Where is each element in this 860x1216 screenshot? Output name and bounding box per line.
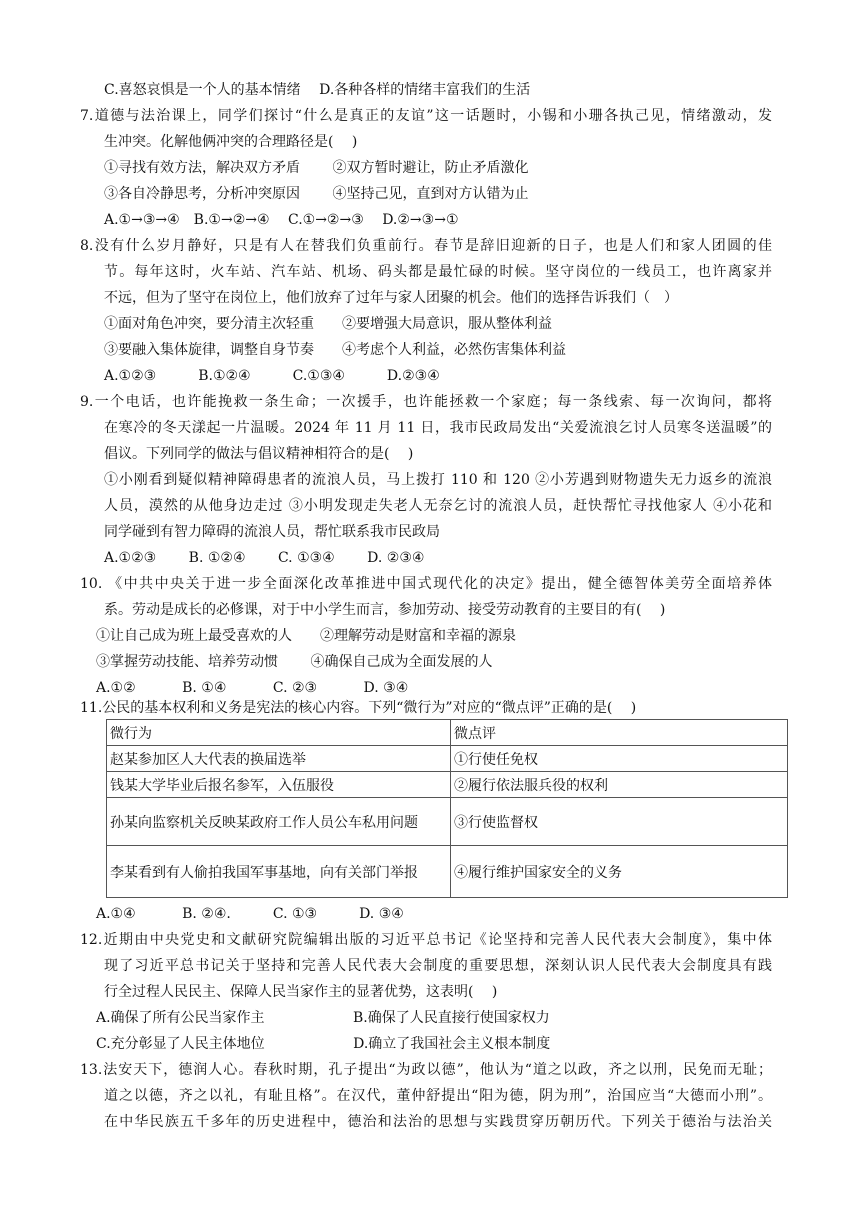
table-cell: 李某看到有人偷拍我国军事基地，向有关部门举报: [107, 846, 451, 898]
table-cell: ②履行依法服兵役的权利: [451, 772, 788, 798]
q11-table: [106, 719, 788, 898]
q9-answers: A.①②③ B. ①②④ C. ①③④ D. ②③④: [104, 550, 425, 566]
table-row: [107, 846, 788, 898]
q13-stem-line1: 13.法安天下，德润人心。春秋时期，孔子提出“为政以德”，他认为“道之以政，齐之以刑，民免而无耻；: [80, 1062, 772, 1078]
table-cell: ④履行维护国家安全的义务: [451, 846, 788, 898]
q11-answers: A.①④ B. ②④. C. ①③ D. ③④: [96, 906, 404, 922]
q9-stem-line1: 9.一个电话，也许能挽救一条生命；一次援手，也许能拯救一个家庭；每一条线索、每一次询问，都将: [80, 394, 772, 410]
table-header-cell: 微行为: [107, 720, 451, 746]
table-header-cell: 微点评: [451, 720, 788, 746]
q9-option-line3: 同学碰到有智力障碍的流浪人员，帮忙联系我市民政局: [104, 524, 440, 540]
q12-options-ab: A.确保了所有公民当家作主 B.确保了人民直接行使国家权力: [96, 1010, 550, 1026]
q9-option-line2: 人员，漠然的从他身边走过 ③小明发现走失老人无奈乞讨的流浪人员，赶快帮忙寻找他家人 ④小花和: [104, 498, 772, 514]
q13-stem-line2: 道之以德，齐之以礼，有耻且格”。在汉代，董仲舒提出“阳为德，阴为刑”，治国应当“大德而小刑”。: [104, 1088, 772, 1104]
q8-options-34: ③要融入集体旋律，调整自身节奏 ④考虑个人利益，必然伤害集体利益: [104, 342, 566, 358]
q12-stem-line1: 12.近期由中央党史和文献研究院编辑出版的习近平总书记《论坚持和完善人民代表大会制度》，集中体: [80, 932, 772, 948]
q12-stem-line3: 行全过程人民民主、保障人民当家作主的显著优势，这表明( ): [104, 984, 498, 1000]
q9-stem-line3: 倡议。下列同学的做法与倡议精神相符合的是( ): [104, 446, 414, 462]
q13-stem-line3: 在中华民族五千多年的历史进程中，德治和法治的思想与实践贯穿历朝历代。下列关于德治与法治关: [104, 1114, 772, 1130]
table-row: [107, 798, 788, 846]
q7-stem-line1: 7.道德与法治课上，同学们探讨“什么是真正的友谊”这一话题时，小锡和小珊各执己见，情绪激动，发: [80, 108, 772, 124]
q9-stem-line2: 在寒冷的冬天漾起一片温暖。2024 年 11 月 11 日，我市民政局发出“关爱流浪乞讨人员寒冬送温暖”的: [104, 420, 772, 436]
q8-stem-line1: 8.没有什么岁月静好，只是有人在替我们负重前行。春节是辞旧迎新的日子，也是人们和家人团圆的佳: [80, 238, 772, 254]
table-cell: 钱某大学毕业后报名参军，入伍服役: [107, 772, 451, 798]
q10-options-34: ③掌握劳动技能、培养劳动惯 ④确保自己成为全面发展的人: [96, 654, 493, 670]
q8-answers: A.①②③ B.①②④ C.①③④ D.②③④: [104, 368, 440, 384]
q6-options-cd: C.喜怒哀惧是一个人的基本情绪 D.各种各样的情绪丰富我们的生活: [104, 82, 531, 98]
q8-stem-line3: 不远，但为了坚守在岗位上，他们放弃了过年与家人团聚的机会。他们的选择告诉我们（ ）: [104, 290, 678, 306]
q7-options-12: ①寻找有效方法，解决双方矛盾 ②双方暂时避让，防止矛盾激化: [104, 160, 529, 176]
table-row: [107, 746, 788, 772]
q12-options-cd: C.充分彰显了人民主体地位 D.确立了我国社会主义根本制度: [96, 1036, 551, 1052]
q7-options-34: ③各自冷静思考，分析冲突原因 ④坚持己见，直到对方认错为止: [104, 186, 529, 202]
q7-stem-line2: 生冲突。化解他俩冲突的合理路径是( ): [104, 134, 358, 150]
q10-stem-line2: 系。劳动是成长的必修课，对于中小学生而言，参加劳动、接受劳动教育的主要目的有( ): [104, 602, 666, 618]
table-cell: 赵某参加区人大代表的换届选举: [107, 746, 451, 772]
table-header-row: [107, 720, 788, 746]
q9-option-line1: ①小刚看到疑似精神障碍患者的流浪人员，马上拨打 110 和 120 ②小芳遇到财物遗失无力返乡的流浪: [104, 472, 772, 488]
q10-options-12: ①让自己成为班上最受喜欢的人 ②理解劳动是财富和幸福的源泉: [96, 628, 516, 644]
q7-answers: A.①→③→④ B.①→②→④ C.①→②→③ D.②→③→①: [104, 212, 459, 228]
q11-stem: 11.公民的基本权利和义务是宪法的核心内容。下列“微行为”对应的“微点评”正确的是( ): [80, 700, 637, 716]
q10-stem-line1: 10. 《中共中央关于进一步全面深化改革推进中国式现代化的决定》提出，健全德智体美劳全面培养体: [80, 576, 772, 592]
table-row: [107, 772, 788, 798]
table-cell: 孙某向监察机关反映某政府工作人员公车私用问题: [107, 798, 451, 846]
q8-stem-line2: 节。每年这时，火车站、汽车站、机场、码头都是最忙碌的时候。坚守岗位的一线员工，也许离家并: [104, 264, 772, 280]
q12-stem-line2: 现了习近平总书记关于坚持和完善人民代表大会制度的重要思想，深刻认识人民代表大会制度具有践: [104, 958, 772, 974]
table-cell: ①行使任免权: [451, 746, 788, 772]
q10-answers: A.①② B. ①④ C. ②③ D. ③④: [96, 680, 409, 696]
q8-options-12: ①面对角色冲突，要分清主次轻重 ②要增强大局意识，服从整体利益: [104, 316, 552, 332]
table-cell: ③行使监督权: [451, 798, 788, 846]
